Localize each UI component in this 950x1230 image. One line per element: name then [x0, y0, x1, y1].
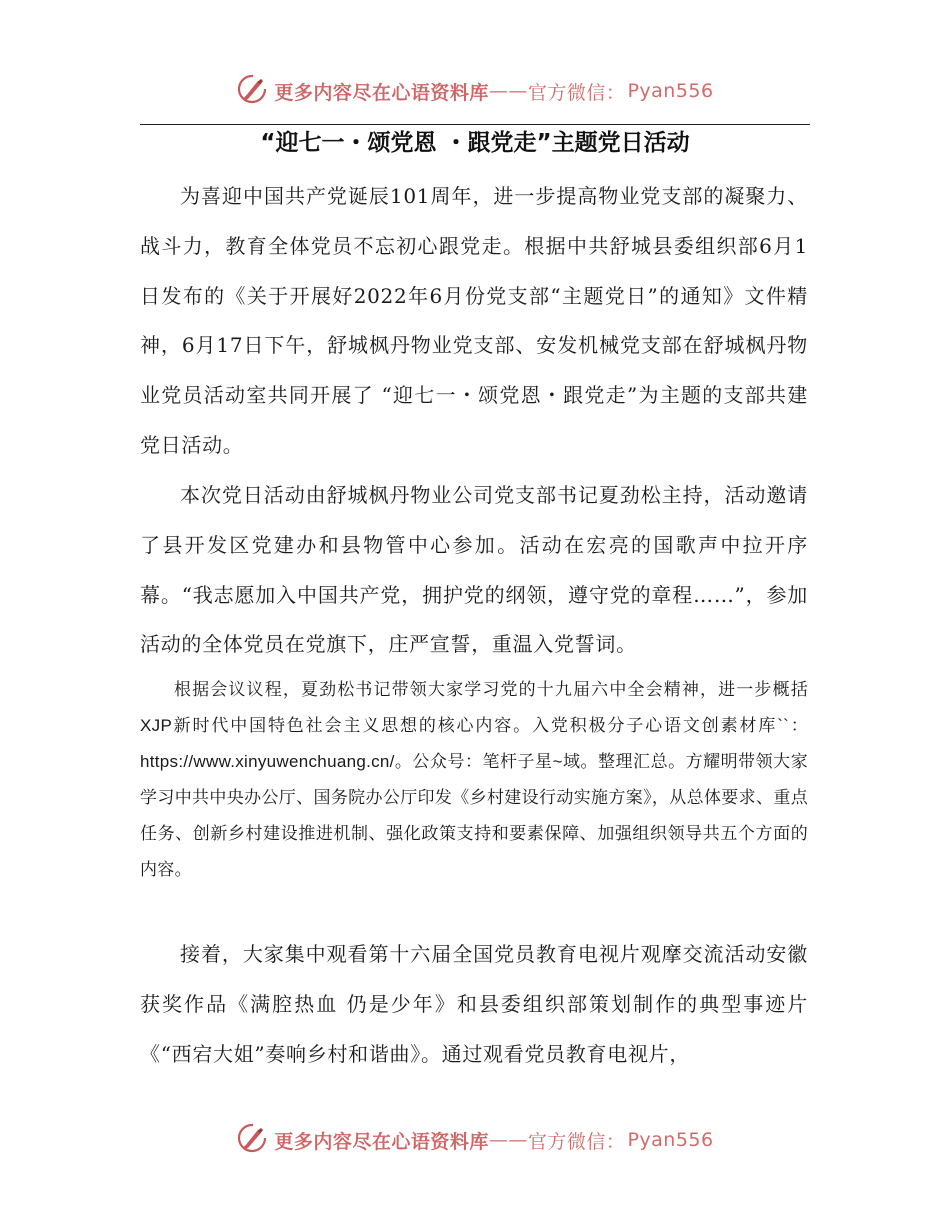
watermark-separator: ——	[488, 80, 528, 102]
watermark-wechat-id: Pyan556	[627, 1129, 714, 1151]
watermark-label: 官方微信：	[527, 81, 626, 104]
watermark-label: 官方微信：	[527, 1130, 626, 1153]
header-watermark	[0, 71, 950, 111]
watermark-brand: 更多内容尽在心语资料库	[274, 81, 489, 104]
paragraph-1: 为喜迎中国共产党诞辰101周年，进一步提高物业党支部的凝聚力、战斗力，教育全体党员不忘初心跟党走。根据中共舒城县委组织部6月1日发布的《关于开展好2022年6月份党支部“主题党日”的通知》文件精神，6月17日下午，舒城枫丹物业党支部、安发机械党支部在舒城枫丹物业党员活动室共同开展了 “迎七一・颂党恩・跟党走”为主题的支部共建党日活动。	[140, 184, 808, 457]
pen-logo-icon	[236, 1122, 268, 1159]
paragraph-4: 接着，大家集中观看第十六届全国党员教育电视片观摩交流活动安徽获奖作品《满腔热血 仍是少年》和县委组织部策划制作的典型事迹片《“西宕大姐”奏响乡村和谐曲》。通过观看党员教育电视片，	[140, 942, 808, 1066]
document-title: “迎七一・颂党恩 ・跟党走”主题党日活动	[260, 130, 690, 156]
paragraph-2: 本次党日活动由舒城枫丹物业公司党支部书记夏劲松主持，活动邀请了县开发区党建办和县物管中心参加。活动在宏亮的国歌声中拉开序幕。“我志愿加入中国共产党，拥护党的纲领，遵守党的章程……”，参加活动的全体党员在党旗下，庄严宣誓，重温入党誓词。	[140, 483, 808, 657]
pen-logo-icon	[236, 73, 268, 110]
watermark-wechat-id: Pyan556	[627, 80, 714, 102]
footer-watermark	[0, 1120, 950, 1160]
watermark-separator: ——	[488, 1129, 528, 1151]
watermark-brand: 更多内容尽在心语资料库	[274, 1130, 489, 1153]
paragraph-3: 根据会议议程，夏劲松书记带领大家学习党的十九届六中全会精神，进一步概括XJP新时代中国特色社会主义思想的核心内容。入党积极分子心语文创素材库``：https://www.xinyuwenchuang.cn/。公众号：笔杆子星~域。整理汇总。方耀明带领大家学习中共中央办公厅、国务院办公厅印发《乡村建设行动实施方案》，从总体要求、重点任务、创新乡村建设推进机制、强化政策支持和要素保障、加强组织领导共五个方面的内容。	[140, 680, 809, 879]
header-rule	[140, 124, 810, 125]
